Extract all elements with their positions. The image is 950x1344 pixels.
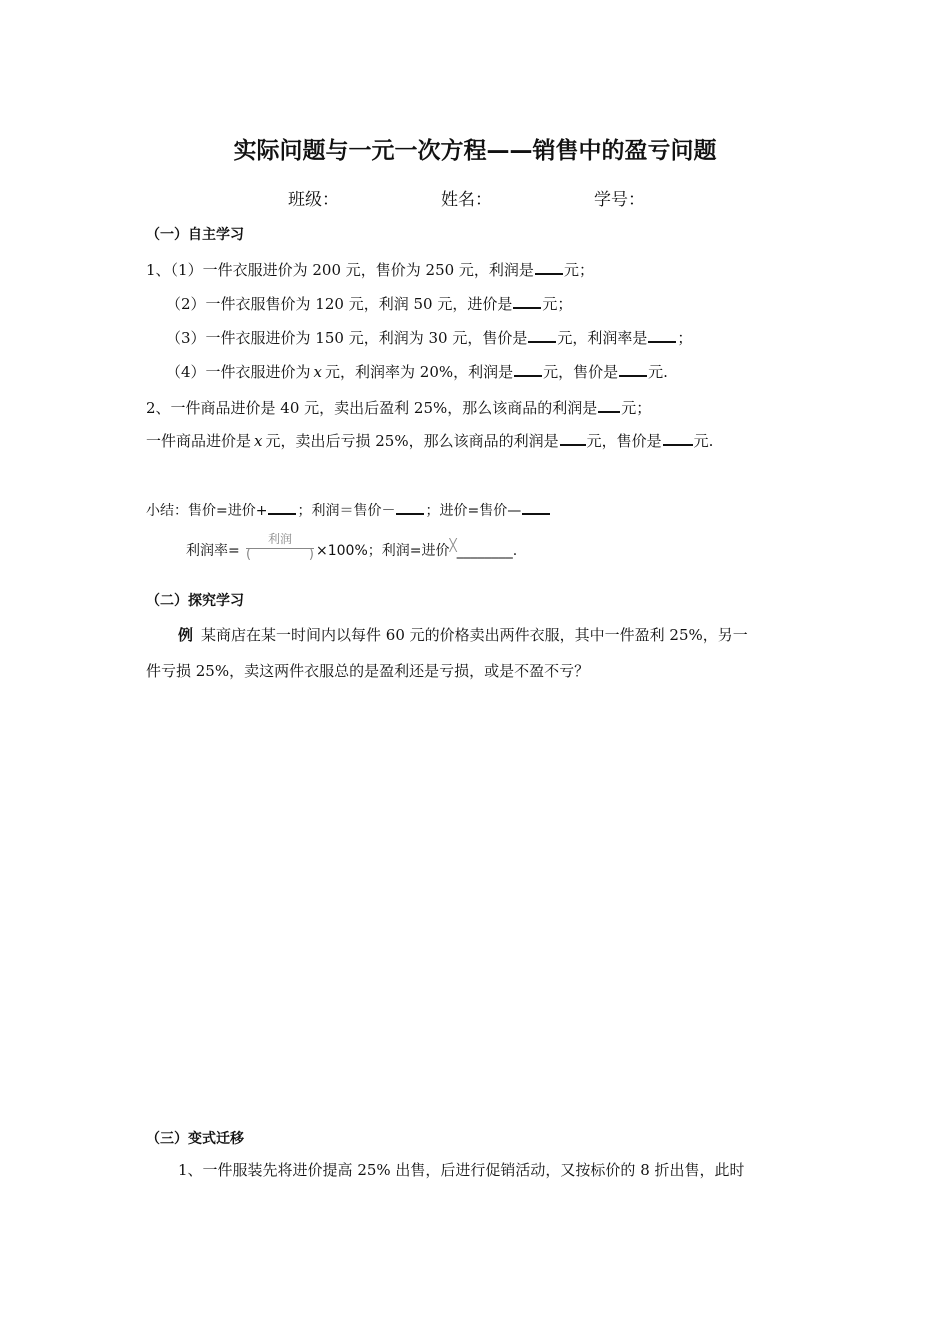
- variable-x: x: [313, 363, 323, 381]
- student-id-label: 学号：: [594, 190, 645, 210]
- answer-blank: [648, 325, 676, 343]
- variation-question-1: 1、一件服装先将进价提高 25% 出售，后进行促销活动，又按标价的 8 折出售，此时: [178, 1161, 745, 1179]
- question-1-3: [166, 325, 692, 348]
- summary-text: 小结：售价=进价+: [146, 503, 268, 519]
- question-text: 元；: [621, 399, 652, 417]
- left-paren: (: [246, 547, 252, 562]
- profit-rate-label: 利润率=: [186, 543, 240, 559]
- answer-blank: [268, 497, 296, 515]
- example-line-1: [178, 625, 748, 645]
- answer-blank: [513, 291, 541, 309]
- question-text: （4）一件衣服进价为: [166, 363, 311, 381]
- answer-blank: [514, 359, 542, 377]
- section-heading-self-study: （一）自主学习: [146, 227, 244, 243]
- question-1-1: [146, 257, 594, 280]
- times-mark: ╳: [449, 538, 457, 552]
- question-text: 元.: [648, 363, 668, 381]
- question-text: 元，售价是: [543, 363, 619, 381]
- name-label: 姓名：: [441, 190, 492, 210]
- question-2-2: [146, 428, 713, 451]
- question-text: 2、一件商品进价是 40 元，卖出后盈利 25%，那么该商品的利润是: [146, 399, 598, 417]
- question-text: 元，利润率是: [557, 329, 648, 347]
- answer-blank: [560, 428, 586, 446]
- question-text: （3）一件衣服进价为 150 元，利润为 30 元，售价是: [166, 329, 528, 347]
- question-text: 元，卖出后亏损 25%，那么该商品的利润是: [265, 432, 559, 450]
- answer-blank: [598, 395, 620, 413]
- question-2-1: [146, 395, 651, 418]
- right-paren: ): [308, 547, 314, 562]
- answer-blank: [522, 497, 550, 515]
- question-1-4: [166, 359, 668, 382]
- question-1-2: [166, 291, 572, 314]
- question-text: 1、（1）一件衣服进价为 200 元，售价为 250 元，利润是: [146, 261, 534, 279]
- question-text: 元，利润率为 20%，利润是: [325, 363, 514, 381]
- answer-blank: [528, 325, 556, 343]
- summary-text: ；进价=售价—: [425, 503, 522, 519]
- class-label: 班级：: [288, 190, 339, 210]
- example-text: 某商店在某一时间内以每件 60 元的价格卖出两件衣服，其中一件盈利 25%，另一: [201, 626, 748, 644]
- question-text: 元，售价是: [586, 432, 662, 450]
- question-text: 元；: [542, 295, 573, 313]
- answer-blank: [619, 359, 647, 377]
- question-text: （2）一件衣服售价为 120 元，利润 50 元，进价是: [166, 295, 513, 313]
- answer-blank: [396, 497, 424, 515]
- summary-line-2: [316, 538, 518, 561]
- example-line-2: 件亏损 25%，卖这两件衣服总的是盈利还是亏损，或是不盈不亏？: [146, 662, 590, 680]
- summary-text: ×100%；利润=进价: [316, 543, 450, 559]
- question-text: 一件商品进价是: [146, 432, 252, 450]
- summary-text: .: [512, 543, 518, 559]
- example-label: 例: [178, 626, 194, 644]
- answer-blank: [535, 257, 563, 275]
- section-heading-variation: （三）变式迁移: [146, 1131, 244, 1147]
- question-text: ；: [677, 329, 693, 347]
- section-heading-explore: （二）探究学习: [146, 593, 244, 609]
- summary-text: ；利润＝售价－: [297, 503, 396, 519]
- question-text: 元.: [693, 432, 714, 450]
- question-text: 元；: [563, 261, 594, 279]
- answer-blank-underscore: ________: [456, 543, 513, 559]
- answer-blank: [663, 428, 693, 446]
- summary-line-1: [146, 497, 551, 521]
- fraction-numerator: 利润: [267, 532, 292, 546]
- profit-rate-fraction: [246, 532, 314, 563]
- fraction-denominator-blank: [246, 548, 314, 563]
- page-title: 实际问题与一元一次方程——销售中的盈亏问题: [233, 138, 717, 164]
- variable-x: x: [254, 432, 263, 450]
